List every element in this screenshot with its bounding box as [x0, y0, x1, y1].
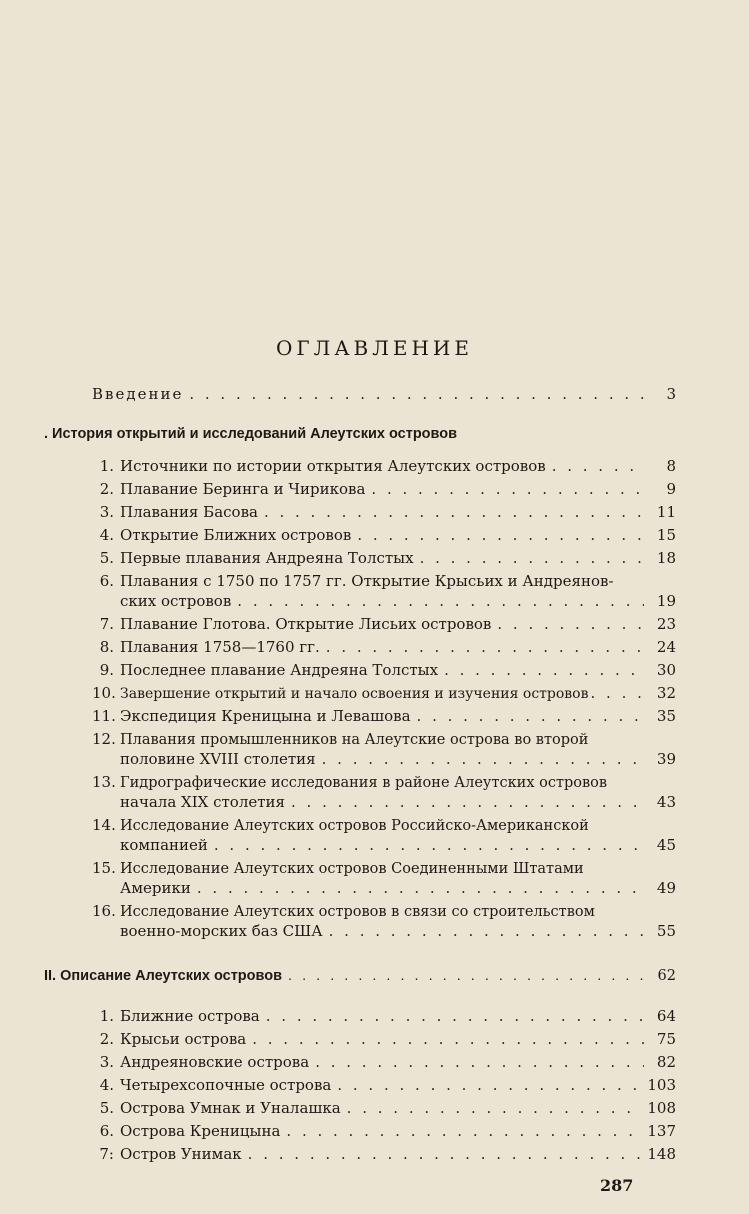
section-2-heading[interactable]: [44, 966, 676, 986]
toc-entry-first-line[interactable]: [92, 571, 614, 591]
entry-page: 39: [656, 750, 676, 768]
leader-dots: [347, 1098, 642, 1118]
entry-page: 9: [666, 480, 676, 498]
entry-label-continued: Америки: [120, 879, 191, 897]
entry-number: 10.: [92, 684, 116, 702]
entry-page: 108: [647, 1099, 676, 1117]
toc-entry[interactable]: [92, 1075, 676, 1095]
toc-entry[interactable]: [120, 792, 676, 812]
leader-dots: [371, 479, 644, 499]
entry-page: 103: [647, 1076, 676, 1094]
leader-dots: [288, 966, 644, 986]
leader-dots: [552, 456, 644, 476]
leader-dots: [322, 749, 644, 769]
entry-label: Экспедиция Креницына и Левашова: [120, 707, 411, 725]
toc-intro-row[interactable]: [92, 384, 676, 404]
entry-page: 32: [656, 684, 676, 702]
toc-entry[interactable]: [92, 502, 676, 522]
toc-entry-first-line[interactable]: [92, 858, 584, 879]
toc-entry[interactable]: [92, 1052, 676, 1072]
entry-number: 14.: [92, 816, 116, 834]
toc-entry[interactable]: [92, 1029, 676, 1049]
entry-label-continued: ских островов: [120, 592, 232, 610]
toc-entry[interactable]: [120, 878, 676, 898]
entry-page: 137: [647, 1122, 676, 1140]
entry-number: 5.: [99, 549, 114, 567]
leader-dots: [417, 706, 644, 726]
toc-entry[interactable]: [92, 1098, 676, 1118]
entry-label: Андреяновские острова: [120, 1053, 310, 1071]
leader-dots: [189, 384, 644, 404]
toc-entry[interactable]: [92, 614, 676, 634]
toc-entry[interactable]: [92, 637, 676, 657]
entry-page: 15: [656, 526, 676, 544]
leader-dots: [326, 637, 644, 657]
leader-dots: [329, 921, 644, 941]
entry-page: 43: [656, 793, 676, 811]
entry-label: Исследование Алеутских островов в связи со строительством: [120, 904, 595, 920]
toc-entry[interactable]: [120, 749, 676, 769]
toc-entry[interactable]: [92, 683, 676, 704]
entry-page: 75: [656, 1030, 676, 1048]
toc-entry[interactable]: [92, 1006, 676, 1026]
entry-page: 23: [656, 615, 676, 633]
leader-dots: [214, 835, 644, 855]
leader-dots: [252, 1029, 644, 1049]
entry-page: 148: [647, 1145, 676, 1163]
toc-entry-first-line[interactable]: [92, 901, 595, 922]
toc-intro-page: 3: [666, 385, 676, 403]
toc-entry[interactable]: [120, 591, 676, 611]
entry-number: 1.: [99, 1007, 114, 1025]
entry-number: 1.: [99, 457, 114, 475]
toc-entry[interactable]: [92, 1121, 676, 1141]
entry-label: Открытие Ближних островов: [120, 526, 352, 544]
toc-entry[interactable]: [92, 548, 676, 568]
entry-number: 16.: [92, 902, 116, 920]
entry-label: Плавания с 1750 по 1757 гг. Открытие Крысьих и Андреянов-: [120, 572, 614, 590]
entry-number: 8.: [99, 638, 114, 656]
leader-dots: [357, 525, 644, 545]
toc-entry[interactable]: [92, 1144, 676, 1164]
toc-entry-first-line[interactable]: [92, 772, 607, 793]
toc-entry[interactable]: [92, 706, 676, 726]
entry-number: 3.: [99, 503, 114, 521]
entry-page: 64: [656, 1007, 676, 1025]
leader-dots: [291, 792, 644, 812]
entry-number: 6.: [99, 572, 114, 590]
entry-label: Крысьи острова: [120, 1030, 247, 1048]
entry-page: 49: [656, 879, 676, 897]
entry-label: Плавания Басова: [120, 503, 258, 521]
leader-dots: [420, 548, 644, 568]
entry-page: 18: [656, 549, 676, 567]
toc-entry[interactable]: [92, 525, 676, 545]
entry-number: 3.: [99, 1053, 114, 1071]
toc-entry[interactable]: [92, 660, 676, 680]
toc-entry[interactable]: [120, 835, 676, 855]
section-2-title: II. Описание Алеутских островов: [44, 968, 283, 984]
entry-label: Плавание Беринга и Чирикова: [120, 480, 366, 498]
leader-dots: [237, 591, 644, 611]
entry-label: Плавания 1758—1760 гг.: [120, 638, 320, 656]
entry-number: 13.: [92, 773, 116, 791]
leader-dots: [197, 878, 644, 898]
entry-label: Ближние острова: [120, 1007, 260, 1025]
leader-dots: [264, 502, 644, 522]
entry-label: Гидрографические исследования в районе Алеутских островов: [120, 775, 608, 791]
entry-label: Исследование Алеутских островов Российско-Американской: [120, 818, 589, 834]
entry-label: Четырехсопочные острова: [120, 1076, 332, 1094]
toc-entry-first-line[interactable]: [92, 729, 588, 750]
entry-label: Завершение открытий и начало освоения и изучения островов: [120, 686, 589, 702]
entry-label-continued: компанией: [120, 836, 208, 854]
entry-label: Исследование Алеутских островов Соединенными Штатами: [120, 861, 584, 877]
entry-label-continued: половине XVIII столетия: [120, 750, 316, 768]
entry-number: 9.: [99, 661, 114, 679]
entry-label: Плавания промышленников на Алеутские острова во второй: [120, 732, 589, 748]
leader-dots: [497, 614, 644, 634]
entry-page: 55: [656, 922, 676, 940]
entry-page: 82: [656, 1053, 676, 1071]
entry-number: 7:: [99, 1145, 114, 1163]
entry-number: 11.: [92, 707, 116, 725]
leader-dots: [248, 1144, 642, 1164]
page-title: ОГЛАВЛЕНИЕ: [276, 336, 473, 360]
section-1-title: . История открытий и исследований Алеутских островов: [44, 426, 458, 442]
entry-number: 5.: [99, 1099, 114, 1117]
leader-dots: [286, 1121, 641, 1141]
entry-page: 24: [656, 638, 676, 656]
entry-label: Острова Креницына: [120, 1122, 281, 1140]
entry-label: Источники по истории открытия Алеутских островов: [120, 457, 546, 475]
entry-label-continued: начала XIX столетия: [120, 793, 285, 811]
entry-number: 6.: [99, 1122, 114, 1140]
entry-number: 15.: [92, 859, 116, 877]
toc-entry[interactable]: [92, 456, 676, 476]
page-number: 287: [600, 1176, 634, 1195]
entry-number: 4.: [99, 1076, 114, 1094]
leader-dots: [266, 1006, 644, 1026]
leader-dots: [337, 1075, 641, 1095]
section-2-page: 62: [657, 968, 676, 984]
entry-label: Плавание Глотова. Открытие Лисьих островов: [120, 615, 492, 633]
toc-entry[interactable]: [92, 479, 676, 499]
entry-page: 19: [656, 592, 676, 610]
entry-number: 7.: [99, 615, 114, 633]
entry-label-continued: военно-морских баз США: [120, 922, 323, 940]
leader-dots: [591, 683, 649, 703]
entry-label: Последнее плавание Андреяна Толстых: [120, 661, 439, 679]
entry-page: 45: [656, 836, 676, 854]
entry-page: 35: [656, 707, 676, 725]
entry-page: 8: [666, 457, 676, 475]
leader-dots: [315, 1052, 644, 1072]
entry-number: 2.: [99, 480, 114, 498]
entry-label: Первые плавания Андреяна Толстых: [120, 549, 414, 567]
entry-page: 11: [656, 503, 676, 521]
leader-dots: [444, 660, 644, 680]
entry-page: 30: [656, 661, 676, 679]
toc-intro-label: Введение: [92, 385, 184, 403]
entry-number: 12.: [92, 730, 116, 748]
entry-label: Острова Умнак и Уналашка: [120, 1099, 341, 1117]
section-1-heading: [44, 424, 457, 444]
entry-number: 4.: [99, 526, 114, 544]
entry-number: 2.: [99, 1030, 114, 1048]
toc-entry[interactable]: [120, 921, 676, 941]
entry-label: Остров Унимак: [120, 1145, 242, 1163]
toc-entry-first-line[interactable]: [92, 815, 589, 836]
